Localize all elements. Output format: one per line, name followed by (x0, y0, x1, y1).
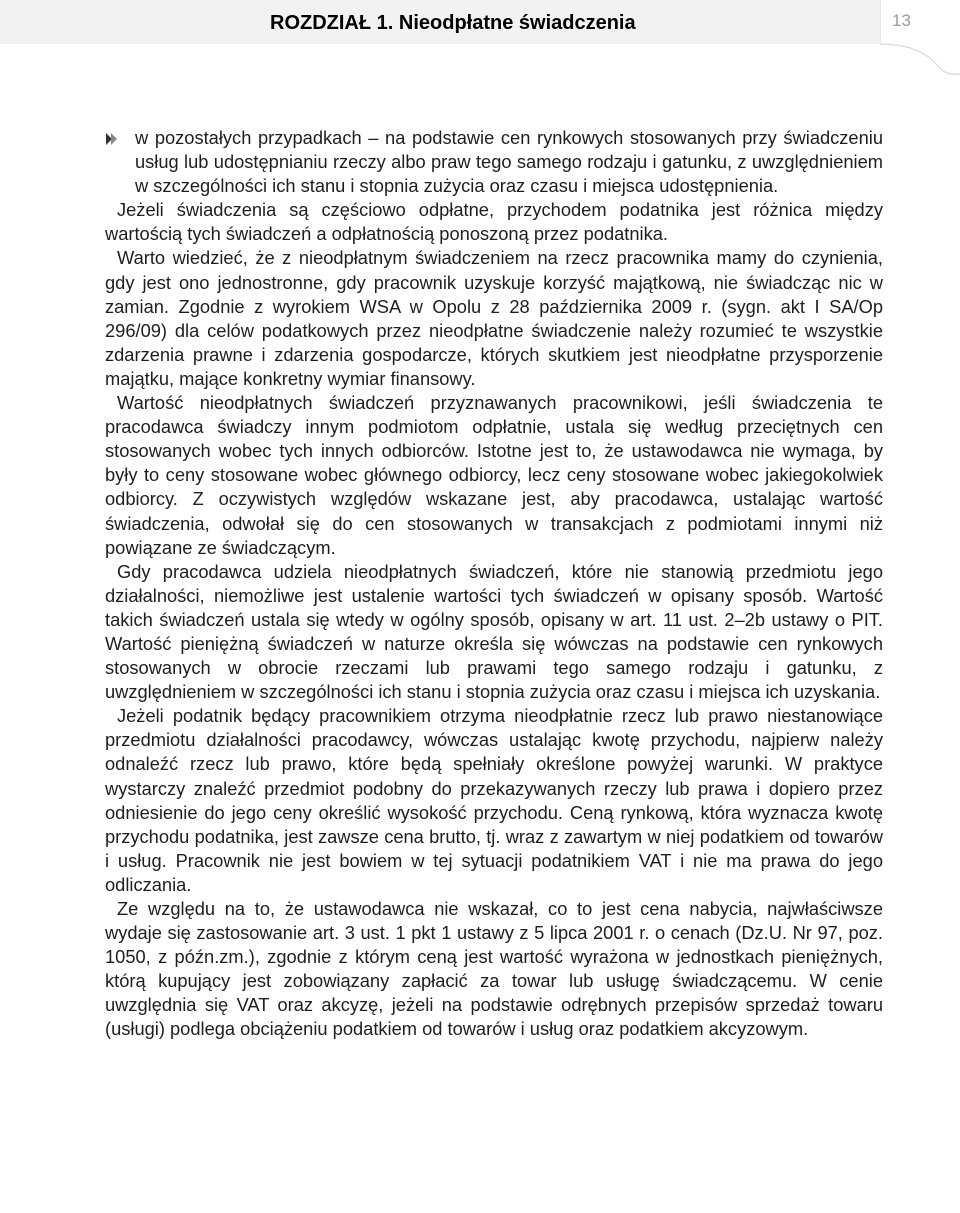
chevron-bullet-icon (105, 132, 119, 146)
paragraph: Gdy pracodawca udziela nieodpłatnych świadczeń, które nie stanowią przedmiotu jego działalności, niemożliwe jest ustalenie wartości tych świadczeń w opisany sposób. Wartość takich świadczeń ustala się wtedy w ogólny sposób, opisany w art. 11 ust. 2–2b ustawy o PIT. Wartość pieniężną świadczeń w naturze określa się wówczas na podstawie cen rynkowych stosowanych w obrocie rzeczami lub prawami tego samego rodzaju i gatunku, z uwzględnieniem w szczególności ich stanu i stopnia zużycia oraz czasu i miejsca ich uzyskania. (105, 560, 883, 703)
chapter-header-band (0, 0, 880, 44)
page-number: 13 (892, 11, 911, 30)
paragraph: Ze względu na to, że ustawodawca nie wskazał, co to jest cena nabycia, najwłaściwsze wydaje się zastosowanie art. 3 ust. 1 pkt 1 ustawy z 5 lipca 2001 r. o cenach (Dz.U. Nr 97, poz. 1050, z późn.zm.), zgodnie z którym ceną jest wartość wyrażona w jednostkach pieniężnych, którą kupujący jest zobowiązany zapłacić za towar lub usługę świadczącemu. W cenie uwzględnia się VAT oraz akcyzę, jeżeli na podstawie odrębnych przepisów sprzedaż towaru (usługi) podlega obciążeniu podatkiem od towarów i usług oraz podatkiem akcyzowym. (105, 898, 883, 1040)
paragraph: Jeżeli podatnik będący pracownikiem otrzyma nieodpłatnie rzecz lub prawo niestanowiące przedmiotu działalności pracodawcy, wówczas ustalając kwotę przychodu, najpierw należy odnaleźć rzecz lub prawo, które będą spełniały określone powyżej warunki. W praktyce wystarczy znaleźć przedmiot podobny do przekazywanych rzeczy lub prawa i dopiero przez odniesienie do jego ceny określić wysokość przychodu. Ceną rynkową, która wyznacza kwotę przychodu podatnika, jest zawsze cena brutto, tj. wraz z zawartym w niej podatkiem od towarów i usług. Pracownik nie jest bowiem w tej sytuacji podatnikiem VAT i nie ma prawa do jego odliczania. (105, 705, 883, 895)
bullet-list-item (105, 126, 883, 198)
chapter-title: ROZDZIAŁ 1. Nieodpłatne świadczenia (270, 12, 636, 34)
document-body (105, 126, 883, 1042)
paragraph: Warto wiedzieć, że z nieodpłatnym świadczeniem na rzecz pracownika mamy do czynienia, gdy jest ono jednostronne, gdy pracownik uzyskuje korzyść majątkową, nie świadcząc nic w zamian. Zgodnie z wyrokiem WSA w Opolu z 28 października 2009 r. (sygn. akt I SA/Op 296/09) dla celów podatkowych przez nieodpłatne świadczenie należy rozumieć te wszystkie zdarzenia prawne i zdarzenia gospodarcze, których skutkiem jest nieodpłatne przysporzenie majątku, mające konkretny wymiar finansowy. (105, 247, 883, 389)
paragraph: Wartość nieodpłatnych świadczeń przyznawanych pracownikowi, jeśli świadczenia te pracodawca świadczy innym podmiotom odpłatnie, ustala się według przeciętnych cen stosowanych wobec tych innych odbiorców. Istotne jest to, że ustawodawca nie wymaga, by były to ceny stosowane wobec głównego odbiorcy, lecz ceny stosowane wobec jakiegokolwiek odbiorcy. Z oczywistych względów wskazane jest, aby pracodawca, ustalając wartość świadczenia, odwołał się do cen stosowanych w transakcjach z podmiotami innymi niż powiązane ze świadczącym. (105, 392, 883, 558)
bullet-item-text: w pozostałych przypadkach – na podstawie cen rynkowych stosowanych przy świadczeniu usług lub udostępnianiu rzeczy albo praw tego samego rodzaju i gatunku, z uwzględnieniem w szczególności ich stanu i stopnia zużycia oraz czasu i miejsca udostępnienia. (135, 127, 883, 197)
paragraph: Jeżeli świadczenia są częściowo odpłatne, przychodem podatnika jest różnica między wartością tych świadczeń a odpłatnością ponoszoną przez podatnika. (105, 199, 883, 245)
